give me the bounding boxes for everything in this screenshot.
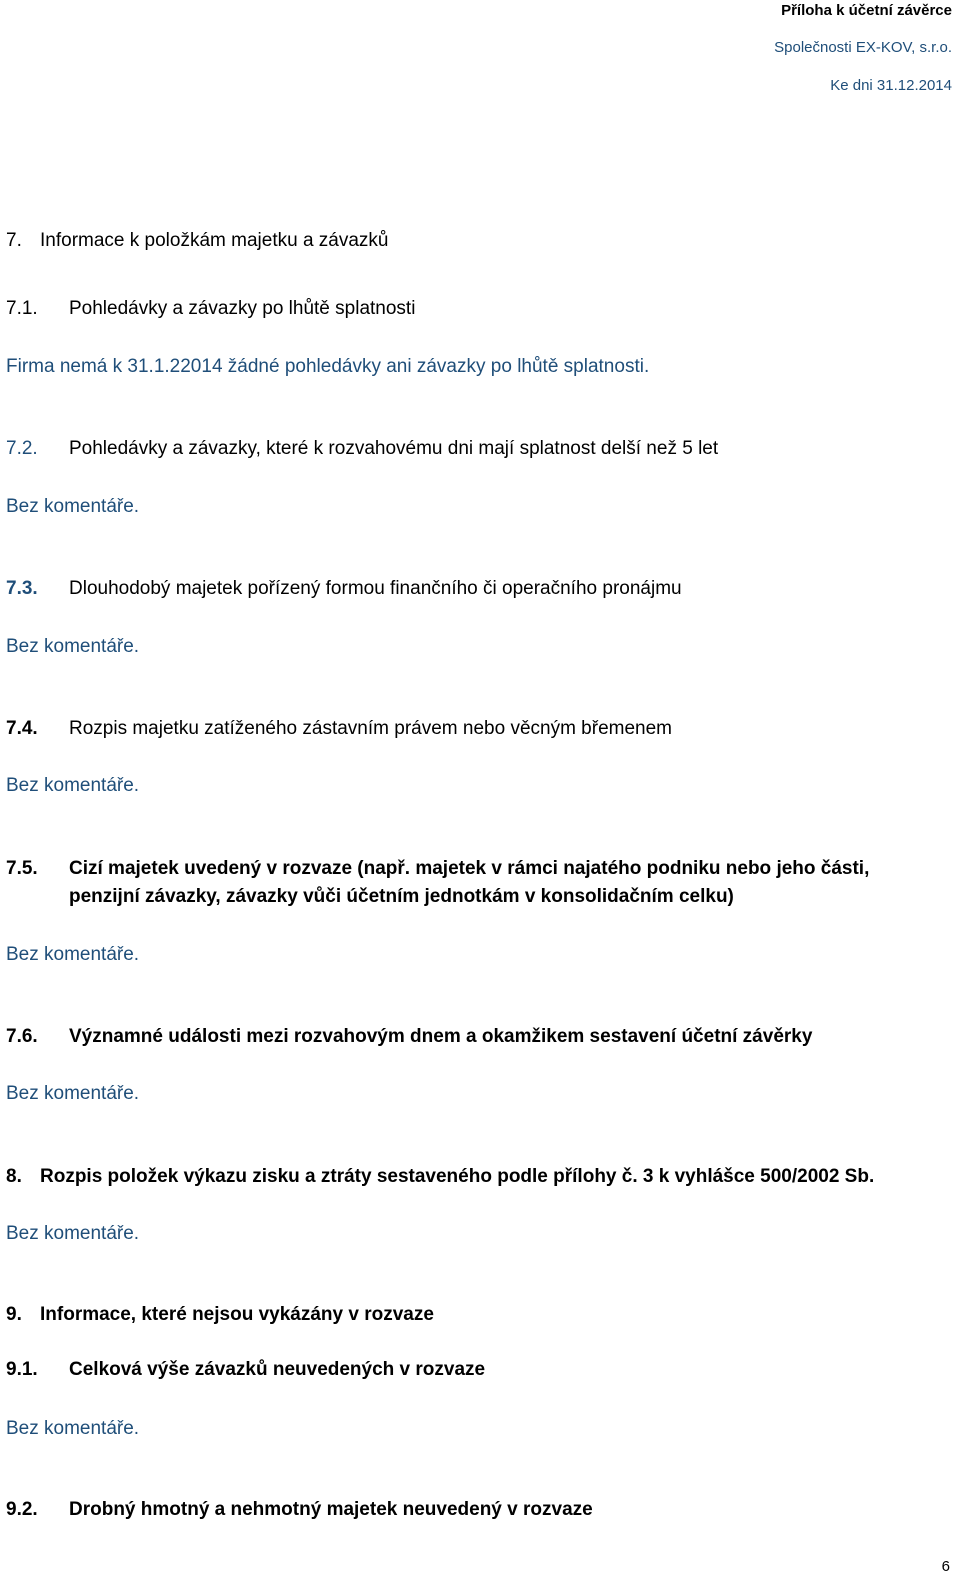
section-7-heading	[6, 229, 389, 253]
section-title: Dlouhodobý majetek pořízený formou finančního či operačního pronájmu	[69, 578, 682, 599]
section-title: Rozpis položek výkazu zisku a ztráty sestaveného podle přílohy č. 3 k vyhlášce 500/2002 Sb.	[40, 1166, 875, 1187]
section-7-4-heading	[6, 717, 672, 741]
section-9-2-heading	[6, 1498, 593, 1522]
section-title: Informace, které nejsou vykázány v rozvaze	[40, 1304, 434, 1325]
section-title: Významné události mezi rozvahovým dnem a okamžikem sestavení účetní závěrky	[69, 1026, 813, 1047]
section-title: Celková výše závazků neuvedených v rozvaze	[69, 1359, 486, 1380]
section-number: 9.2.	[6, 1499, 38, 1520]
section-number: 7.5.	[6, 858, 38, 879]
section-title: Cizí majetek uvedený v rozvaze (např. majetek v rámci najatého podniku nebo jeho části,	[69, 858, 870, 879]
section-number: 7.	[6, 230, 22, 251]
section-7-3-text: Bez komentáře.	[6, 636, 140, 657]
section-number: 7.2.	[6, 438, 38, 459]
section-title: Informace k položkám majetku a závazků	[40, 230, 389, 251]
section-7-1-heading	[6, 297, 415, 321]
section-9-heading	[6, 1303, 434, 1327]
section-number: 8.	[6, 1166, 22, 1187]
section-number: 7.4.	[6, 718, 38, 739]
report-date: Ke dni 31.12.2014	[830, 77, 952, 94]
section-title: Drobný hmotný a nehmotný majetek neuvedený v rozvaze	[69, 1499, 593, 1520]
section-7-1-text: Firma nemá k 31.1.22014 žádné pohledávky ani závazky po lhůtě splatnosti.	[6, 356, 650, 377]
section-7-4-text: Bez komentáře.	[6, 775, 140, 796]
document-title: Příloha k účetní závěrce	[781, 2, 952, 19]
section-9-1-text: Bez komentáře.	[6, 1418, 140, 1439]
section-number: 7.3.	[6, 578, 38, 599]
section-number: 7.6.	[6, 1026, 38, 1047]
section-title: Pohledávky a závazky po lhůtě splatnosti	[69, 298, 416, 319]
section-number: 7.1.	[6, 298, 38, 319]
section-7-2-text: Bez komentáře.	[6, 496, 140, 517]
section-7-6-text: Bez komentáře.	[6, 1083, 140, 1104]
section-number: 9.1.	[6, 1359, 38, 1380]
section-8-heading	[6, 1165, 874, 1189]
section-number: 9.	[6, 1304, 22, 1325]
section-7-5-heading-cont: penzijní závazky, závazky vůči účetním jednotkám v konsolidačním celku)	[69, 886, 734, 907]
section-title: Rozpis majetku zatíženého zástavním právem nebo věcným břemenem	[69, 718, 672, 739]
section-7-6-heading	[6, 1025, 812, 1049]
section-7-5-heading	[6, 857, 869, 881]
company-name: Společnosti EX-KOV, s.r.o.	[774, 39, 952, 56]
section-title: Pohledávky a závazky, které k rozvahovému dni mají splatnost delší než 5 let	[69, 438, 719, 459]
section-7-5-text: Bez komentáře.	[6, 944, 140, 965]
section-7-3-heading	[6, 577, 682, 601]
section-9-1-heading	[6, 1358, 485, 1382]
page-number: 6	[941, 1558, 950, 1575]
section-7-2-heading	[6, 437, 718, 461]
section-8-text: Bez komentáře.	[6, 1223, 140, 1244]
